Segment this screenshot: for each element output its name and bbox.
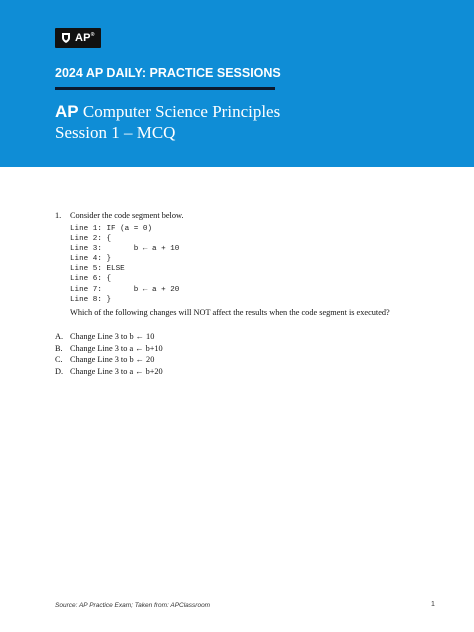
choice-text: Change Line 3 to b ← 10 xyxy=(70,331,155,341)
code-line: Line 3: b ← a + 10 xyxy=(70,245,180,254)
choice-letter: A. xyxy=(55,331,64,341)
answer-choices xyxy=(55,331,435,378)
session-subtitle: Session 1 – MCQ xyxy=(55,123,176,142)
logo-text: AP® xyxy=(75,32,95,44)
series-kicker: 2024 AP DAILY: PRACTICE SESSIONS xyxy=(55,66,281,80)
title-prefix: AP xyxy=(55,102,79,121)
code-line: Line 2: { xyxy=(70,235,112,244)
code-segment xyxy=(70,224,435,305)
choice-b xyxy=(55,343,435,355)
header-rule xyxy=(55,87,275,90)
title-course: Computer Science Principles xyxy=(82,102,281,121)
code-line: Line 8: } xyxy=(70,295,112,304)
choice-d xyxy=(55,366,435,378)
header-banner xyxy=(0,0,474,167)
question-number: 1. xyxy=(55,211,62,220)
page-number: 1 xyxy=(431,601,435,608)
choice-a xyxy=(55,331,435,343)
code-line: Line 5: ELSE xyxy=(70,265,125,274)
choice-letter: D. xyxy=(55,367,64,377)
choice-text: Change Line 3 to a ← b+10 xyxy=(70,343,163,353)
college-board-acorn-icon xyxy=(61,32,71,44)
choice-letter: C. xyxy=(55,355,63,365)
code-line: Line 7: b ← a + 20 xyxy=(70,285,180,294)
source-note: Source: AP Practice Exam; Taken from: APClassroom xyxy=(55,602,211,609)
code-line: Line 1: IF (a = 0) xyxy=(70,225,153,233)
code-line: Line 4: } xyxy=(70,255,112,264)
ap-logo xyxy=(55,28,101,48)
question-prompt: Consider the code segment below. xyxy=(70,211,184,220)
question-1 xyxy=(55,210,435,378)
choice-c xyxy=(55,354,435,366)
choice-letter: B. xyxy=(55,343,63,353)
page-title xyxy=(55,101,280,143)
choice-text: Change Line 3 to a ← b+20 xyxy=(70,367,163,377)
code-line: Line 6: { xyxy=(70,275,112,284)
choice-text: Change Line 3 to b ← 20 xyxy=(70,355,155,365)
question-ask: Which of the following changes will NOT affect the results when the code segment is executed? xyxy=(70,307,390,317)
